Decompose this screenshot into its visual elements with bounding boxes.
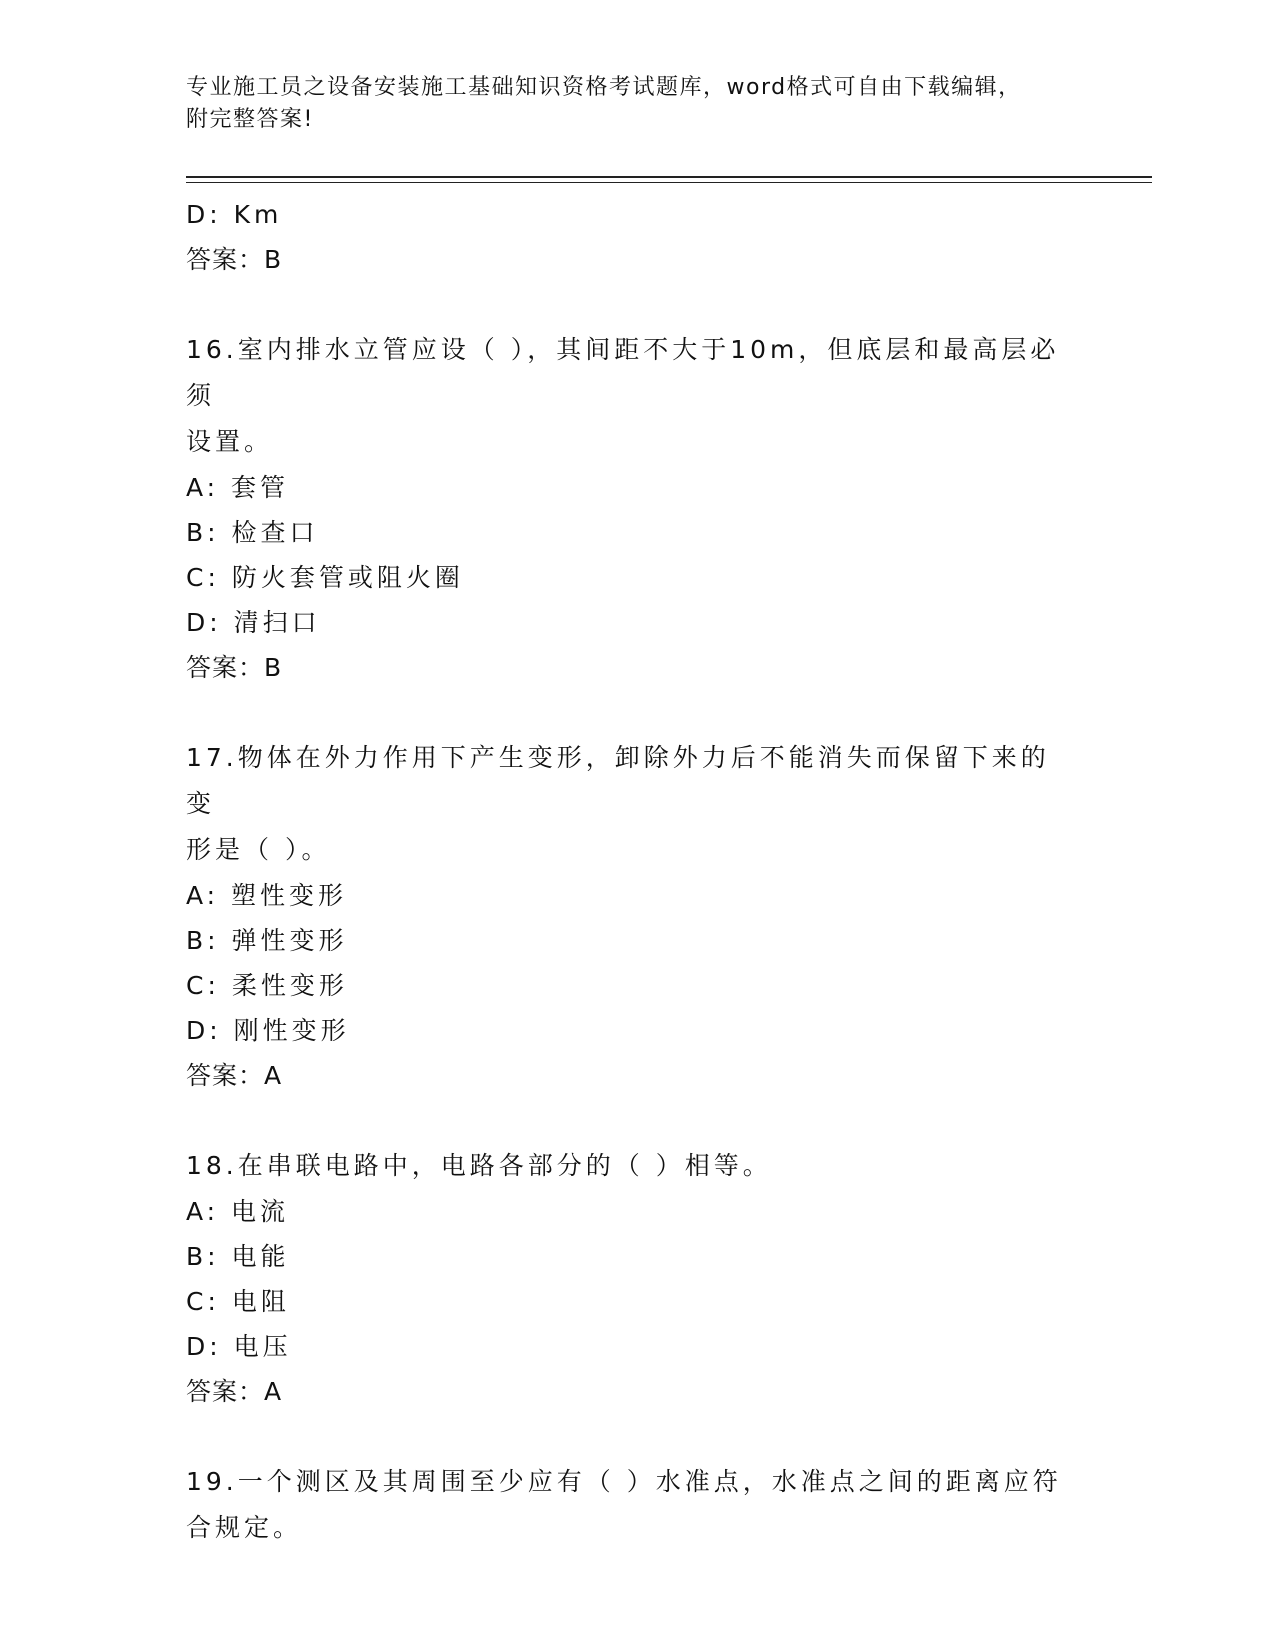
question-16-text <box>186 327 1066 465</box>
question-17-option-a: A: 塑性变形 <box>186 881 348 910</box>
question-18 <box>186 1143 1086 1415</box>
question-content <box>186 192 1086 1551</box>
question-19 <box>186 1459 1086 1551</box>
question-17-line-2: 形是（ ）。 <box>186 835 331 864</box>
question-18-option-b: B: 电能 <box>186 1242 290 1271</box>
question-17-option-c: C: 柔性变形 <box>186 971 348 1000</box>
question-16-line-1: 16.室内排水立管应设（ ），其间距不大于10m，但底层和最高层必须 <box>186 335 1060 410</box>
question-16-option-d: D: 清扫口 <box>186 608 321 637</box>
question-18-option-c: C: 电阻 <box>186 1287 290 1316</box>
header-line-1: 专业施工员之设备安装施工基础知识资格考试题库，word格式可自由下载编辑， <box>186 75 1022 100</box>
question-18-answer: 答案：A <box>186 1377 283 1406</box>
question-17-text <box>186 735 1066 873</box>
question-19-text <box>186 1459 1066 1551</box>
question-19-line-2: 合规定。 <box>186 1513 303 1542</box>
question-16-line-2: 设置。 <box>186 427 274 456</box>
question-16 <box>186 327 1086 691</box>
question-17 <box>186 735 1086 1099</box>
question-17-answer: 答案：A <box>186 1061 283 1090</box>
question-16-option-b: B: 检查口 <box>186 518 319 547</box>
question-18-option-a: A: 电流 <box>186 1197 290 1226</box>
question-16-answer: 答案：B <box>186 653 283 682</box>
document-header <box>186 72 1086 136</box>
question-16-option-a: A: 套管 <box>186 473 290 502</box>
question-17-option-d: D: 刚性变形 <box>186 1016 350 1045</box>
header-line-2: 附完整答案! <box>186 107 314 132</box>
question-16-option-c: C: 防火套管或阻火圈 <box>186 563 464 592</box>
question-17-option-b: B: 弹性变形 <box>186 926 348 955</box>
question-18-text <box>186 1143 1066 1189</box>
question-19-line-1: 19.一个测区及其周围至少应有（ ）水准点，水准点之间的距离应符 <box>186 1467 1062 1496</box>
question-17-line-1: 17.物体在外力作用下产生变形，卸除外力后不能消失而保留下来的变 <box>186 743 1050 818</box>
header-rule-thin <box>186 182 1152 183</box>
prev-answer: 答案：B <box>186 245 283 274</box>
prev-option-d: D: Km <box>186 200 283 229</box>
question-18-option-d: D: 电压 <box>186 1332 292 1361</box>
question-18-line-1: 18.在串联电路中，电路各部分的（ ）相等。 <box>186 1151 772 1180</box>
header-rule-thick <box>186 176 1152 178</box>
